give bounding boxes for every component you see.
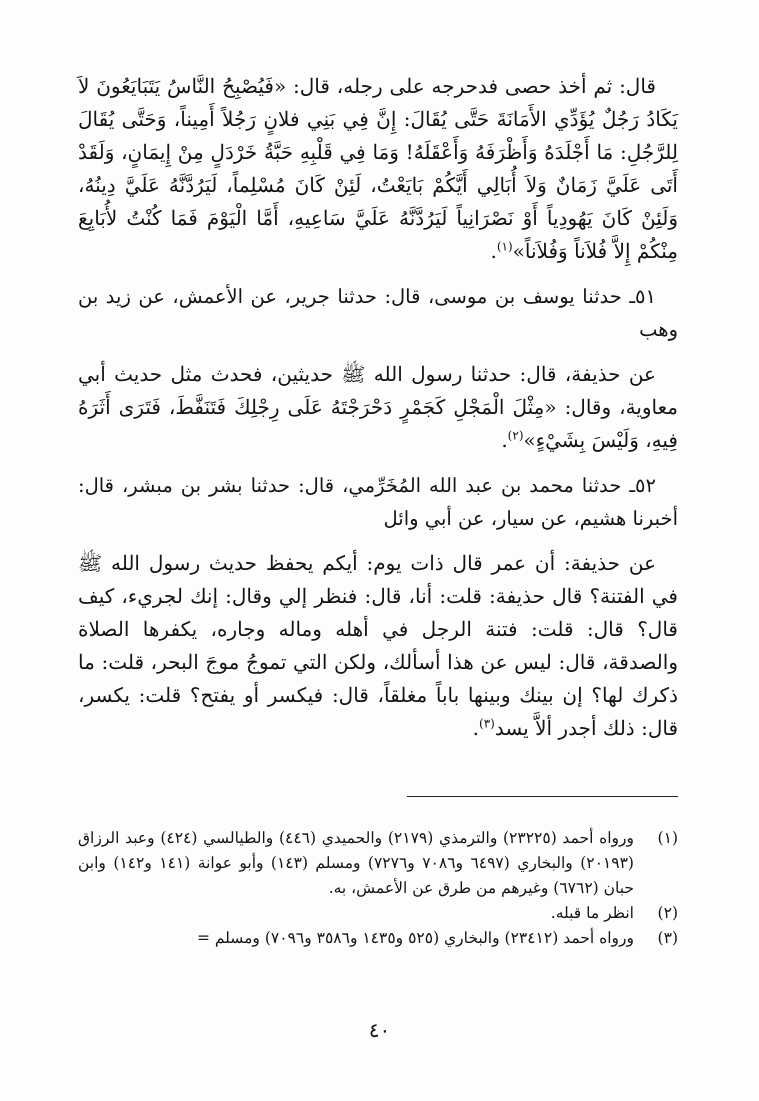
footnote-1: [78, 826, 678, 901]
hadith-continuation-paragraph: [78, 70, 678, 268]
footnote-ref-3: (٣): [479, 716, 495, 731]
period: .: [501, 428, 508, 452]
period: .: [472, 716, 480, 740]
footnote-3: [78, 926, 678, 951]
period: .: [490, 239, 497, 263]
hadith-text: عن حذيفة: أن عمر قال ذات يوم: أيكم يحفظ حديث رسول الله ﷺ في الفتنة؟ قال حذيفة: قلت: أنا، قال: فنظر إلي وقال: إنك لجريء، كيف قال؟ قال: قلت: فتنة الرجل في أهله وماله وجاره، يكفرها الصلاة والصدقة، قال: ليس عن هذا أسألك، ولكن التي تموجُ موجَ البحر، قلت: ما ذكرك لها؟ إن بينك وبينها باباً مغلقاً، قال: فيكسر أو يفتح؟ قلت: يكسر، قال: ذلك أجدر ألاَّ يسد: [78, 551, 678, 740]
footnote-separator: [407, 796, 678, 797]
isnad-51: ٥١ـ حدثنا يوسف بن موسى، قال: حدثنا جرير، عن الأعمش، عن زيد بن وهب: [78, 285, 678, 341]
footnote-ref-1: (١): [496, 239, 513, 254]
footnote-text: انظر ما قبله.: [550, 904, 634, 922]
footnote-number: (١): [657, 829, 678, 847]
footnote-2: [78, 901, 678, 926]
footnote-text: ورواه أحمد (٢٣٤١٢) والبخاري (٥٢٥ و١٤٣٥ و٣٥٨٦ و٧٠٩٦) ومسلم =: [196, 929, 634, 947]
hadith-51-paragraph: [78, 358, 678, 457]
hadith-text: عن حذيفة، قال: حدثنا رسول الله ﷺ حديثين، فحدث مثل حديث أبي معاوية، وقال: «مِثْلَ الْمَجْلِ كَجَمْرٍ دَحْرَجْتَهُ عَلَى رِجْلِكَ فَتَنَفَّطَ، فَتَرَى أَثَرَهُ فِيهِ، وَلَيْسَ بِشَيْءٍ»: [78, 362, 678, 452]
footnote-text: ورواه أحمد (٢٣٢٢٥) والترمذي (٢١٧٩) والحميدي (٤٤٦) والطيالسي (٤٢٤) وعبد الرزاق (٢٠١٩٣) والبخاري (٦٤٩٧ و٧٠٨٦ و٧٢٧٦) ومسلم (١٤٣) وأبو عوانة (١٤١ و١٤٢) وابن حبان (٦٧٦٢) وغيرهم من طرق عن الأعمش، به.: [78, 829, 635, 897]
footnote-number: (٢): [657, 904, 678, 922]
footnotes: [78, 826, 678, 951]
footnote-ref-2: (٢): [507, 428, 524, 443]
hadith-52-paragraph: [78, 547, 678, 745]
footnote-number: (٣): [657, 929, 678, 947]
hadith-text: قال: ثم أخذ حصى فدحرجه على رجله، قال: «فَيُصْبِحُ النَّاسُ يَتَبَايَعُونَ لاَ يَكَادُ رَجُلٌ يُؤَدِّي الأَمَانَةَ حَتَّى يُقَالَ: إِنَّ فِي بَنِي فلانٍ رَجُلاً أَمِيناً، وَحَتَّى يُقَالَ لِلرَّجُلِ: مَا أَجْلَدَهُ وَأَظْرَفَهُ وَأَعْقَلَهُ! وَمَا فِي قَلْبِهِ حَبَّةُ خَرْدَلٍ مِنْ إِيمَانٍ، وَلَقَدْ أَتَى عَلَيَّ زَمَانٌ وَلاَ أُبَالِي أَيَّكُمْ بَايَعْتُ، لَئِنْ كَانَ مُسْلِماً، لَيَرُدَّنَّهُ عَلَيَّ دِينُهُ، وَلَئِنْ كَانَ يَهُودِياً أَوْ نَصْرَانِياً لَيَرُدَّنَّهُ عَلَيَّ سَاعِيهِ، أَمَّا الْيَوْمَ فَمَا كُنْتُ لأُبَايِعَ مِنْكُمْ إِلاَّ فُلاَناً وَفُلاَناً»: [78, 74, 678, 263]
page-number: ٤٠: [368, 1018, 391, 1042]
isnad-52: ٥٢ـ حدثنا محمد بن عبد الله المُخَرِّمي، قال: حدثنا بشر بن مبشر، قال: أخبرنا هشيم، عن سيار، عن أبي وائل: [78, 474, 678, 530]
main-text: [78, 70, 678, 745]
